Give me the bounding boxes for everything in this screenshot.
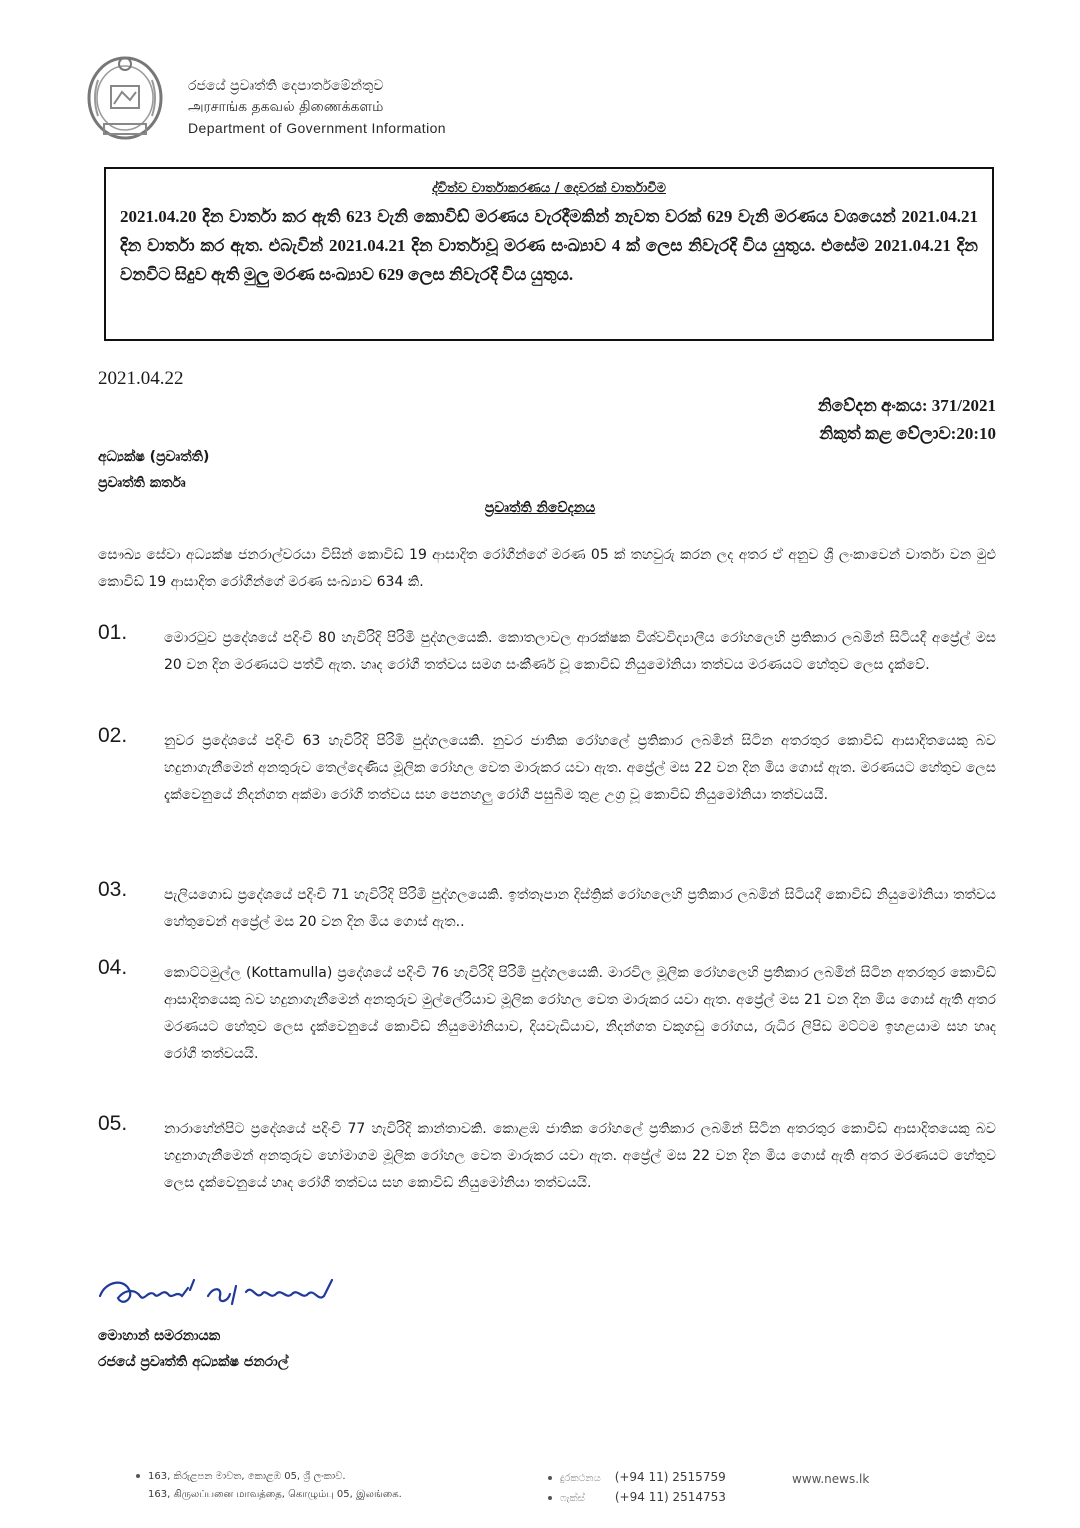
signer-block	[98, 1323, 288, 1375]
addressee-block	[98, 444, 209, 496]
correction-notice-title: ද්විත්ව වාර්තාකරණය / දෙවරක් වාර්තාවීම	[432, 181, 666, 196]
item-number: 02.	[98, 724, 128, 747]
list-item	[98, 724, 996, 809]
release-time: නිකුත් කළ වේලාව:20:10	[819, 424, 996, 443]
item-text: මොරටුව ප්‍රදේශයේ පදිංචි 80 හැවිරිදි පිරිමි පුද්ගලයෙකි. කොතලාවල ආරක්ෂක විශ්වවිද්‍යාලීය රෝහලෙහි ප්‍රතිකාර ලබමින් සිටියදී අප්‍රේල් මස 20 වන දින මරණයට පත්වී ඇත. හෘද රෝගී තත්වය සමග සංකීර්ණ වූ කොවිඩ් නියුමෝනියා තත්වය මරණයට හේතුව ලෙස දැක්වේ.	[164, 630, 996, 673]
fax-label: ෆැක්ස්	[560, 1493, 585, 1504]
item-number: 04.	[98, 956, 128, 979]
phone-icon	[548, 1476, 552, 1480]
item-text: නුවර ප්‍රදේශයේ පදිංචි 63 හැවිරිදි පිරිමි පුද්ගලයෙකි. නුවර ජාතික රෝහලේ ප්‍රතිකාර ලබමින් සිටින අතරතුර කොවිඩ් ආසාදිතයෙකු බව හදුනාගැනීමෙන් අනතුරුව තෙල්දෙණිය මූලික රෝහල වෙත මාරුකර යවා ඇත. අප්‍රේල් මස 22 වන දින මිය ගොස් ඇත. මරණයට හේතුව ලෙස දැක්වෙනුයේ නිදන්ගත අක්මා රෝගී තත්වය සහ පෙනහලු රෝගී පසුබිම තුළ උග්‍ර වූ කොවිඩ් නියුමෝනියා තත්වයයි.	[164, 733, 996, 803]
fax-number: (+94 11) 2514753	[614, 1490, 726, 1504]
item-number: 05.	[98, 1112, 128, 1135]
release-reference	[818, 392, 996, 448]
footer-address-tamil: 163, கிருலப்பனை மாவத்தை, கொழும்பு 05, இலங்கை.	[148, 1489, 402, 1500]
footer-website[interactable]: www.news.lk	[792, 1472, 870, 1486]
addressee-line-2: ප්‍රවෘත්ති කර්තෘ	[98, 475, 186, 491]
phone-number: (+94 11) 2515759	[614, 1470, 726, 1484]
footer-address	[136, 1468, 402, 1504]
footer-contacts	[548, 1468, 726, 1508]
press-release-heading: ප්‍රවෘත්ති නිවේදනය	[484, 500, 596, 516]
item-number: 03.	[98, 878, 128, 901]
department-name-tamil: அரசாங்க தகவல் திணைக்களம்	[188, 99, 384, 115]
phone-label: දුරකථනය	[560, 1473, 601, 1484]
department-name-sinhala: රජයේ ප්‍රවෘත්ති දෙපාර්තමේන්තුව	[188, 78, 384, 94]
list-item	[98, 878, 996, 936]
footer-address-sinhala: 163, කිරුළපන මාවත, කොළඹ 05, ශ්‍රී ලංකාව.	[148, 1471, 346, 1482]
intro-paragraph: සෞඛ්‍ය සේවා අධ්‍යක්ෂ ජනරාල්වරයා විසින් කොවිඩ් 19 ආසාදිත රෝගීන්ගේ මරණ 05 ක් තහවුරු කරන ලද අතර ඒ අනුව ශ්‍රී ලංකාවෙන් වාර්තා වන මුළු කොවිඩ් 19 ආසාදිත රෝගීන්ගේ මරණ සංඛ්‍යාව 634 කි.	[98, 547, 996, 590]
handwritten-signature	[96, 1266, 386, 1326]
correction-notice-body: 2021.04.20 දින වාර්තා කර ඇති 623 වැනි කොවිඩ් මරණය වැරදීමකින් නැවත වරක් 629 වැනි මරණය වශයෙන් 2021.04.21 දින වාර්තා කර ඇත. එබැවින් 2021.04.21 දින වාර්තාවූ මරණ සංඛ්‍යාව 4 ක් ලෙස නිවැරදි විය යුතුය. එසේම 2021.04.21 දින වනවිට සිදුව ඇති මුලු මරණ සංඛ්‍යාව 629 ලෙස නිවැරදි විය යුතුය.	[120, 207, 978, 284]
item-text: කොට්ටමුල්ල (Kottamulla) ප්‍රදේශයේ පදිංචි 76 හැවිරිදි පිරිමි පුද්ගලයෙකි. මාරවිල මූලික රෝහලෙහි ප්‍රතිකාර ලබමින් සිටින අතරතුර කොවිඩ් ආසාදිතයෙකු බව හදුනාගැනීමෙන් අනතුරුව මුල්ලේරියාව මූලික රෝහල වෙත මාරුකර යවා ඇත. අප්‍රේල් මස 21 වන දින මිය ගොස් ඇති අතර මරණයට හේතුව ලෙස දැක්වෙනුයේ කොවිඩ් නියුමෝනියාව, දියවැඩියාව, නිදන්ගත වකුගඩු රෝගය, රුධිර ලිපිඩ මට්ටම ඉහළයාම සහ හෘද රෝගී තත්වයයි.	[164, 965, 996, 1062]
list-item	[98, 621, 996, 679]
bullet-icon	[136, 1474, 140, 1478]
item-text: නාරාහේන්පිට ප්‍රදේශයේ පදිංචි 77 හැවිරිදි කාන්තාවකි. කොළඹ ජාතික රෝහලේ ප්‍රතිකාර ලබමින් සිටින අතරතුර කොවිඩ් ආසාදිතයෙකු බව හදුනාගැනීමෙන් අනතුරුව හෝමාගම මූලික රෝහල වෙත මාරුකර යවා ඇත. අප්‍රේල් මස 22 වන දින මිය ගොස් ඇති අතර මරණයට හේතුව ලෙස දැක්වෙනුයේ හෘද රෝගී තත්වය සහ කොවිඩ් නියුමෝනියා තත්වයයි.	[164, 1121, 996, 1191]
list-item	[98, 956, 996, 1068]
item-number: 01.	[98, 621, 128, 644]
fax-icon	[548, 1496, 552, 1500]
item-text: පැලියගොඩ ප්‍රදේශයේ පදිංචි 71 හැවිරිදි පිරිමි පුද්ගලයෙකි. ඉත්තෑපාන දිස්ත්‍රික් රෝහලෙහි ප්‍රතිකාර ලබමින් සිටියදී කොවිඩ් නියුමෝනියා තත්වය හේතුවෙන් අප්‍රේල් මස 20 වන දින මිය ගොස් ඇත..	[164, 887, 996, 930]
signer-title: රජයේ ප්‍රවෘත්ති අධ්‍යක්ෂ ජනරාල්	[98, 1354, 289, 1370]
department-name-english: Department of Government Information	[188, 120, 446, 136]
correction-notice-box	[104, 167, 994, 341]
addressee-line-1: අධ්‍යක්ෂ (ප්‍රවෘත්ති)	[98, 449, 210, 465]
signer-name: මොහාන් සමරනායක	[98, 1328, 221, 1344]
press-release-heading-wrap	[0, 497, 1080, 516]
list-item	[98, 1112, 996, 1197]
release-date: 2021.04.22	[98, 368, 184, 389]
department-header	[188, 76, 446, 139]
government-seal-icon	[84, 52, 166, 148]
release-number: නිවේදන අංකය: 371/2021	[817, 396, 996, 415]
